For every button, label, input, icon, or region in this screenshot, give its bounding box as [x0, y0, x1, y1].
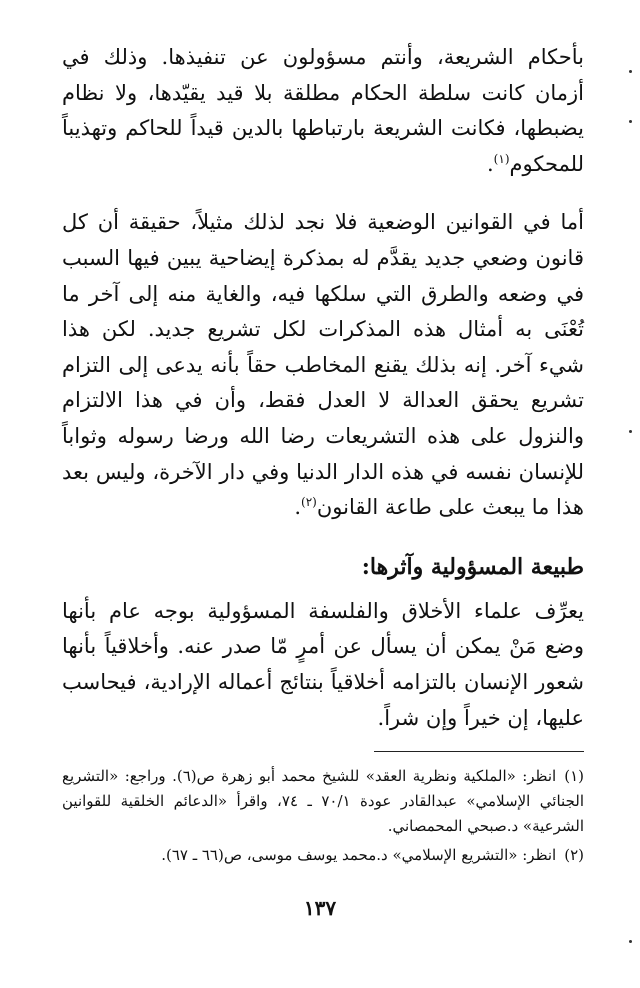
- paragraph-1-text: بأحكام الشريعة، وأنتم مسؤولون عن تنفيذها. وذلك في أزمان كانت سلطة الحكام مطلقة بلا قيد يقيّدها، ولا نظام يضبطها، فكانت الشريعة بارتباطها بالدين قيداً للحاكم وتهذيباً للمحكوم: [62, 45, 584, 176]
- margin-mark: [629, 120, 632, 123]
- margin-mark: [629, 430, 632, 433]
- page-number: ١٣٧: [303, 896, 337, 920]
- margin-mark: [629, 70, 632, 73]
- paragraph-1-end: .: [486, 151, 494, 176]
- paragraph-1: [62, 40, 584, 182]
- footnote-1-number: (١): [564, 767, 584, 785]
- paragraph-2-text: أما في القوانين الوضعية فلا نجد لذلك مثيلاً، حقيقة أن كل قانون وضعي جديد يقدَّم له بمذكرة إيضاحية يبين فيها السبب في وضعه والطرق التي سلكها فيه، والغاية منه إلى آخر ما تُعْنَى به أمثال هذه المذكرات لكل تشريع جديد. لكن هذا شيء آخر. إنه بذلك يقنع المخاطب حقاً بأنه يدعى إلى التزام تشريع يحقق العدالة لا العدل فقط، وأن في هذا الالتزام والنزول على هذه التشريعات رضا الله ورضا رسوله وثواباً للإنسان نفسه في هذه الدار الدنيا وفي دار الآخرة، وليس بعد هذا ما يبعث على طاعة القانون: [62, 210, 584, 520]
- footnote-1-text: انظر: «الملكية ونظرية العقد» للشيخ محمد أبو زهرة ص(٦). وراجع: «التشريع الجنائي الإسلامي» عبدالقادر عودة ٧٠/١ ـ ٧٤، واقرأ «الدعائم الخلقية للقوانين الشرعية» د.صبحي المحمصاني.: [62, 767, 584, 835]
- footnote-ref-2[interactable]: (٢): [301, 495, 317, 510]
- margin-mark: [629, 940, 632, 943]
- footnote-2: [62, 843, 584, 868]
- paragraph-3: يعرِّف علماء الأخلاق والفلسفة المسؤولية بوجه عام بأنها وضع مَنْ يمكن أن يسأل عن أمرٍ مّا صدر عنه. وأخلاقياً بأنها شعور الإنسان بالتزامه أخلاقياً بنتائج أعماله الإرادية، فيحاسب عليها، إن خيراً وإن شراً.: [62, 598, 584, 730]
- paragraph-2-end: .: [294, 495, 302, 520]
- section-heading: طبيعة المسؤولية وآثرها:: [361, 553, 584, 580]
- footnote-2-text: انظر: «التشريع الإسلامي» د.محمد يوسف موسى، ص(٦٦ ـ ٦٧).: [161, 846, 557, 864]
- footnote-ref-1[interactable]: (١): [493, 151, 510, 166]
- footnote-1: [62, 764, 584, 839]
- page-body: [62, 40, 584, 736]
- footnote-2-number: (٢): [564, 846, 584, 864]
- paragraph-2: [62, 205, 584, 525]
- footnote-divider: [374, 751, 584, 752]
- footnotes: [62, 764, 584, 872]
